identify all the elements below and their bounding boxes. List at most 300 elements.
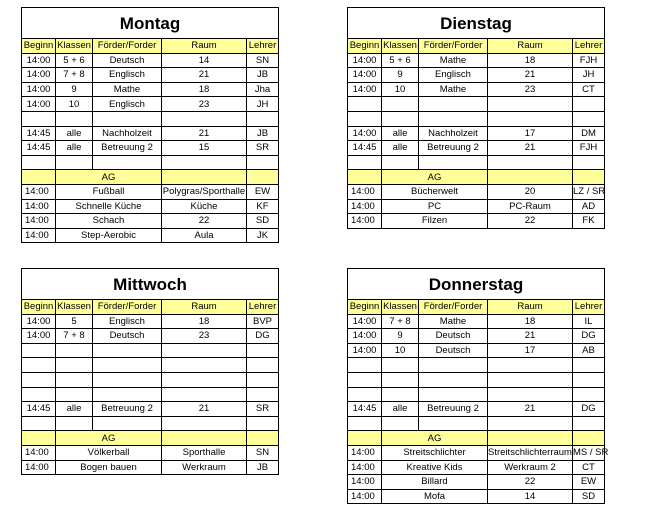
table-cell: 10 <box>56 97 93 112</box>
table-cell: 14:00 <box>348 53 382 68</box>
ag-blank-cell <box>348 431 382 446</box>
ag-label: AG <box>382 431 488 446</box>
table-cell: FJH <box>573 141 605 156</box>
ag-row <box>22 228 279 243</box>
ag-blank-cell <box>573 431 605 446</box>
table-row <box>22 402 279 417</box>
table-row <box>348 111 605 126</box>
day-block-dienstag <box>347 7 605 229</box>
table-cell: 23 <box>162 97 247 112</box>
table-cell: DM <box>573 126 605 141</box>
table-cell <box>56 343 93 358</box>
header-cell: Lehrer <box>573 39 605 54</box>
ag-room: Sporthalle <box>162 445 247 460</box>
ag-time: 14:00 <box>348 199 382 214</box>
ag-time: 14:00 <box>348 489 382 504</box>
ag-blank-cell <box>247 170 279 185</box>
ag-teacher: EW <box>247 184 279 199</box>
table-cell: 7 + 8 <box>382 314 419 329</box>
ag-blank-cell <box>488 431 573 446</box>
ag-activity: Schach <box>56 214 162 229</box>
table-cell <box>22 155 56 170</box>
ag-time: 14:00 <box>22 460 56 475</box>
ag-row <box>22 460 279 475</box>
table-row <box>348 372 605 387</box>
ag-activity: Schnelle Küche <box>56 199 162 214</box>
ag-activity: Mofa <box>382 489 488 504</box>
ag-time: 14:00 <box>22 214 56 229</box>
ag-teacher: KF <box>247 199 279 214</box>
table-cell: 14:00 <box>348 68 382 83</box>
table-cell: 14:00 <box>348 82 382 97</box>
table-cell <box>22 358 56 373</box>
schedule-table <box>21 299 279 475</box>
table-cell <box>348 111 382 126</box>
table-cell <box>93 358 162 373</box>
table-cell: Deutsch <box>419 329 488 344</box>
table-cell: Englisch <box>93 314 162 329</box>
table-cell <box>419 416 488 431</box>
header-cell: Raum <box>488 39 573 54</box>
header-row <box>348 300 605 315</box>
table-cell: Mathe <box>419 314 488 329</box>
header-row <box>22 39 279 54</box>
table-cell <box>488 97 573 112</box>
table-row <box>22 329 279 344</box>
ag-teacher: LZ / SR <box>573 186 606 198</box>
ag-activity: Billard <box>382 475 488 490</box>
table-row <box>348 82 605 97</box>
table-cell: 17 <box>488 126 573 141</box>
table-row <box>22 111 279 126</box>
header-cell: Lehrer <box>247 300 279 315</box>
table-cell: Betreuung 2 <box>93 141 162 156</box>
table-cell <box>22 387 56 402</box>
table-cell: 17 <box>488 343 573 358</box>
table-cell <box>93 372 162 387</box>
table-row <box>22 155 279 170</box>
table-row <box>22 343 279 358</box>
table-cell: JH <box>247 97 279 112</box>
table-cell <box>162 155 247 170</box>
ag-header-row <box>22 170 279 185</box>
day-title: Dienstag <box>347 7 605 38</box>
table-cell <box>382 358 419 373</box>
table-cell <box>348 97 382 112</box>
table-cell: DG <box>573 402 605 417</box>
table-cell: 23 <box>488 82 573 97</box>
table-cell <box>348 372 382 387</box>
table-cell: DG <box>247 329 279 344</box>
ag-header-row <box>348 170 605 185</box>
ag-teacher: AD <box>573 199 605 214</box>
table-row <box>348 387 605 402</box>
table-row <box>22 372 279 387</box>
table-cell <box>162 387 247 402</box>
table-cell <box>56 111 93 126</box>
table-cell <box>488 416 573 431</box>
ag-teacher: SD <box>573 489 605 504</box>
table-cell: 9 <box>382 68 419 83</box>
table-cell: 18 <box>162 314 247 329</box>
ag-row <box>22 445 279 460</box>
header-cell: Lehrer <box>247 39 279 54</box>
ag-header-row <box>22 431 279 446</box>
table-cell <box>382 416 419 431</box>
table-row <box>348 402 605 417</box>
ag-row <box>348 445 605 460</box>
header-row <box>22 300 279 315</box>
table-cell: 14:00 <box>22 329 56 344</box>
table-cell <box>573 155 605 170</box>
table-row <box>348 329 605 344</box>
ag-blank-cell <box>22 431 56 446</box>
table-cell <box>247 343 279 358</box>
ag-row <box>348 475 605 490</box>
ag-row <box>22 199 279 214</box>
ag-time: 14:00 <box>22 184 56 199</box>
table-cell: 18 <box>162 82 247 97</box>
ag-teacher: FK <box>573 214 605 229</box>
table-cell: Nachholzeit <box>93 126 162 141</box>
table-cell <box>573 387 605 402</box>
ag-blank-cell <box>488 170 573 185</box>
header-cell: Raum <box>488 300 573 315</box>
table-cell: Englisch <box>419 68 488 83</box>
ag-label: AG <box>382 170 488 185</box>
table-cell <box>382 97 419 112</box>
header-cell: Klassen <box>383 40 417 52</box>
table-cell: Deutsch <box>93 53 162 68</box>
table-cell: CT <box>573 82 605 97</box>
table-cell: alle <box>56 402 93 417</box>
day-title: Donnerstag <box>347 268 605 299</box>
header-cell: Förder/Forder <box>93 39 162 54</box>
header-cell: Raum <box>162 39 247 54</box>
table-cell: 21 <box>488 329 573 344</box>
table-cell: 14:00 <box>22 97 56 112</box>
ag-room: 22 <box>488 214 573 229</box>
ag-row <box>348 489 605 504</box>
ag-activity: Step-Aerobic <box>56 228 162 243</box>
table-row <box>348 155 605 170</box>
table-cell <box>348 155 382 170</box>
table-cell: 14:00 <box>348 126 382 141</box>
header-cell: Klassen <box>57 40 91 52</box>
table-row <box>348 343 605 358</box>
table-cell: 7 + 8 <box>56 329 93 344</box>
table-cell: 14:00 <box>348 329 382 344</box>
ag-room: Küche <box>162 199 247 214</box>
ag-row <box>348 199 605 214</box>
table-cell <box>382 387 419 402</box>
table-cell: 21 <box>488 402 573 417</box>
table-cell: 14:45 <box>22 141 56 156</box>
ag-room: Werkraum 2 <box>488 460 573 475</box>
ag-time: 14:00 <box>348 214 382 229</box>
ag-activity: Filzen <box>382 214 488 229</box>
day-block-montag <box>21 7 279 243</box>
table-cell: JB <box>247 68 279 83</box>
table-cell: 21 <box>162 402 247 417</box>
header-row <box>348 39 605 54</box>
ag-room: Aula <box>162 228 247 243</box>
table-cell <box>162 372 247 387</box>
table-cell: 5 + 6 <box>382 53 419 68</box>
ag-blank-cell <box>162 431 247 446</box>
table-cell: 9 <box>382 329 419 344</box>
table-cell: 14:45 <box>348 402 382 417</box>
table-cell <box>419 372 488 387</box>
table-cell <box>382 111 419 126</box>
table-cell <box>56 416 93 431</box>
day-block-donnerstag <box>347 268 609 504</box>
table-cell: 14:00 <box>22 314 56 329</box>
table-cell <box>22 111 56 126</box>
table-cell: Deutsch <box>93 329 162 344</box>
table-cell <box>488 372 573 387</box>
table-row <box>348 416 605 431</box>
ag-activity: Fußball <box>56 184 162 199</box>
table-cell: 7 + 8 <box>56 68 93 83</box>
ag-teacher: EW <box>573 475 605 490</box>
table-cell: alle <box>56 141 93 156</box>
ag-header-row <box>348 431 605 446</box>
table-cell <box>573 358 605 373</box>
ag-activity: Völkerball <box>56 445 162 460</box>
header-cell: Beginn <box>348 39 382 54</box>
day-title: Montag <box>21 7 279 38</box>
ag-room: Werkraum <box>162 460 247 475</box>
table-cell <box>162 416 247 431</box>
ag-room: Polygras/Sporthalle <box>162 186 246 198</box>
table-cell: Jha <box>247 82 279 97</box>
header-cell: Beginn <box>22 300 56 315</box>
table-cell <box>22 343 56 358</box>
ag-time: 14:00 <box>22 228 56 243</box>
header-cell: Beginn <box>22 39 56 54</box>
header-cell: Raum <box>162 300 247 315</box>
ag-blank-cell <box>573 170 605 185</box>
ag-teacher: JK <box>247 228 279 243</box>
table-cell: 5 + 6 <box>56 53 93 68</box>
table-row <box>22 387 279 402</box>
header-cell: Beginn <box>348 300 382 315</box>
ag-room: 14 <box>488 489 573 504</box>
table-cell: SN <box>247 53 279 68</box>
table-cell: Betreuung 2 <box>419 141 488 156</box>
table-row <box>348 358 605 373</box>
table-cell <box>247 111 279 126</box>
table-cell: 21 <box>488 68 573 83</box>
table-cell <box>162 343 247 358</box>
table-cell: Nachholzeit <box>419 126 488 141</box>
table-cell: IL <box>573 314 605 329</box>
table-cell <box>247 358 279 373</box>
table-cell: AB <box>573 343 605 358</box>
table-cell: 14:45 <box>348 141 382 156</box>
table-cell: Betreuung 2 <box>419 402 488 417</box>
ag-time: 14:00 <box>22 445 56 460</box>
table-cell: alle <box>382 126 419 141</box>
table-cell: 5 <box>56 314 93 329</box>
table-cell <box>93 155 162 170</box>
table-cell <box>382 372 419 387</box>
table-cell: 18 <box>488 314 573 329</box>
table-cell <box>56 372 93 387</box>
table-cell: DG <box>573 329 605 344</box>
table-cell: JH <box>573 68 605 83</box>
table-row <box>348 314 605 329</box>
table-cell <box>573 97 605 112</box>
table-cell: Deutsch <box>419 343 488 358</box>
table-cell <box>56 387 93 402</box>
table-cell <box>247 372 279 387</box>
table-cell: 21 <box>162 126 247 141</box>
table-cell: 14:00 <box>348 343 382 358</box>
table-row <box>22 141 279 156</box>
table-row <box>22 314 279 329</box>
table-cell: alle <box>56 126 93 141</box>
table-cell <box>93 111 162 126</box>
ag-room: 22 <box>162 214 247 229</box>
table-cell <box>573 111 605 126</box>
table-cell <box>348 416 382 431</box>
ag-row <box>348 184 605 199</box>
table-row <box>22 82 279 97</box>
table-row <box>348 126 605 141</box>
table-cell <box>56 358 93 373</box>
table-row <box>22 358 279 373</box>
table-row <box>348 53 605 68</box>
table-cell <box>348 387 382 402</box>
ag-activity: Kreative Kids <box>382 460 488 475</box>
table-cell <box>56 155 93 170</box>
table-cell <box>162 358 247 373</box>
table-cell <box>488 155 573 170</box>
table-cell <box>573 416 605 431</box>
table-cell: 15 <box>162 141 247 156</box>
table-cell <box>488 111 573 126</box>
header-cell: Klassen <box>383 301 417 313</box>
table-cell <box>93 387 162 402</box>
table-cell <box>22 416 56 431</box>
ag-teacher: SN <box>247 445 279 460</box>
table-cell: alle <box>382 402 419 417</box>
table-cell: 14:00 <box>348 314 382 329</box>
table-cell: SR <box>247 141 279 156</box>
ag-blank-cell <box>162 170 247 185</box>
ag-activity: Bogen bauen <box>56 460 162 475</box>
ag-time: 14:00 <box>22 199 56 214</box>
table-cell: 10 <box>382 82 419 97</box>
day-title: Mittwoch <box>21 268 279 299</box>
schedule-table <box>21 38 279 243</box>
ag-teacher: MS / SR <box>573 447 609 459</box>
table-cell: Mathe <box>93 82 162 97</box>
table-row <box>348 97 605 112</box>
ag-time: 14:00 <box>348 460 382 475</box>
table-cell: Betreuung 2 <box>93 402 162 417</box>
schedule-table <box>347 38 605 229</box>
table-cell <box>419 97 488 112</box>
ag-label: AG <box>56 170 162 185</box>
ag-blank-cell <box>247 431 279 446</box>
table-cell: 23 <box>162 329 247 344</box>
table-cell: 10 <box>382 343 419 358</box>
table-row <box>22 97 279 112</box>
header-cell: Förder/Forder <box>419 39 488 54</box>
ag-activity: PC <box>382 199 488 214</box>
table-row <box>22 68 279 83</box>
ag-room: 22 <box>488 475 573 490</box>
header-cell: Förder/Forder <box>93 300 162 315</box>
table-cell <box>382 155 419 170</box>
table-cell <box>348 358 382 373</box>
ag-row <box>348 460 605 475</box>
table-cell: BVP <box>247 314 279 329</box>
ag-row <box>22 184 279 199</box>
table-cell: 14:00 <box>22 68 56 83</box>
table-cell: 14 <box>162 53 247 68</box>
table-cell: alle <box>382 141 419 156</box>
ag-teacher: SD <box>247 214 279 229</box>
ag-activity: Bücherwelt <box>382 184 488 199</box>
table-cell: 14:45 <box>22 126 56 141</box>
table-cell <box>488 387 573 402</box>
table-cell: 21 <box>162 68 247 83</box>
table-cell: Mathe <box>419 53 488 68</box>
ag-teacher: JB <box>247 460 279 475</box>
ag-room: 20 <box>488 184 573 199</box>
day-block-mittwoch <box>21 268 279 475</box>
ag-teacher: CT <box>573 460 605 475</box>
ag-time: 14:00 <box>348 445 382 460</box>
ag-blank-cell <box>22 170 56 185</box>
ag-row <box>22 214 279 229</box>
table-cell <box>419 155 488 170</box>
ag-activity: Streitschlichter <box>382 445 488 460</box>
table-row <box>348 68 605 83</box>
table-cell: Englisch <box>93 97 162 112</box>
table-row <box>22 126 279 141</box>
table-cell <box>419 111 488 126</box>
header-cell: Lehrer <box>573 300 605 315</box>
table-cell: Mathe <box>419 82 488 97</box>
ag-time: 14:00 <box>348 475 382 490</box>
ag-room: PC-Raum <box>488 199 573 214</box>
table-cell <box>247 387 279 402</box>
ag-label: AG <box>56 431 162 446</box>
table-cell: FJH <box>573 53 605 68</box>
table-row <box>22 416 279 431</box>
table-cell: 21 <box>488 141 573 156</box>
header-cell: Klassen <box>57 301 91 313</box>
table-cell <box>419 358 488 373</box>
table-cell <box>419 387 488 402</box>
table-cell <box>93 343 162 358</box>
table-cell <box>488 358 573 373</box>
ag-blank-cell <box>348 170 382 185</box>
ag-row <box>348 214 605 229</box>
table-cell: 14:45 <box>22 402 56 417</box>
table-cell: JB <box>247 126 279 141</box>
table-cell <box>162 111 247 126</box>
table-cell <box>247 416 279 431</box>
table-cell: Englisch <box>93 68 162 83</box>
table-cell: 18 <box>488 53 573 68</box>
header-cell: Förder/Forder <box>419 300 488 315</box>
